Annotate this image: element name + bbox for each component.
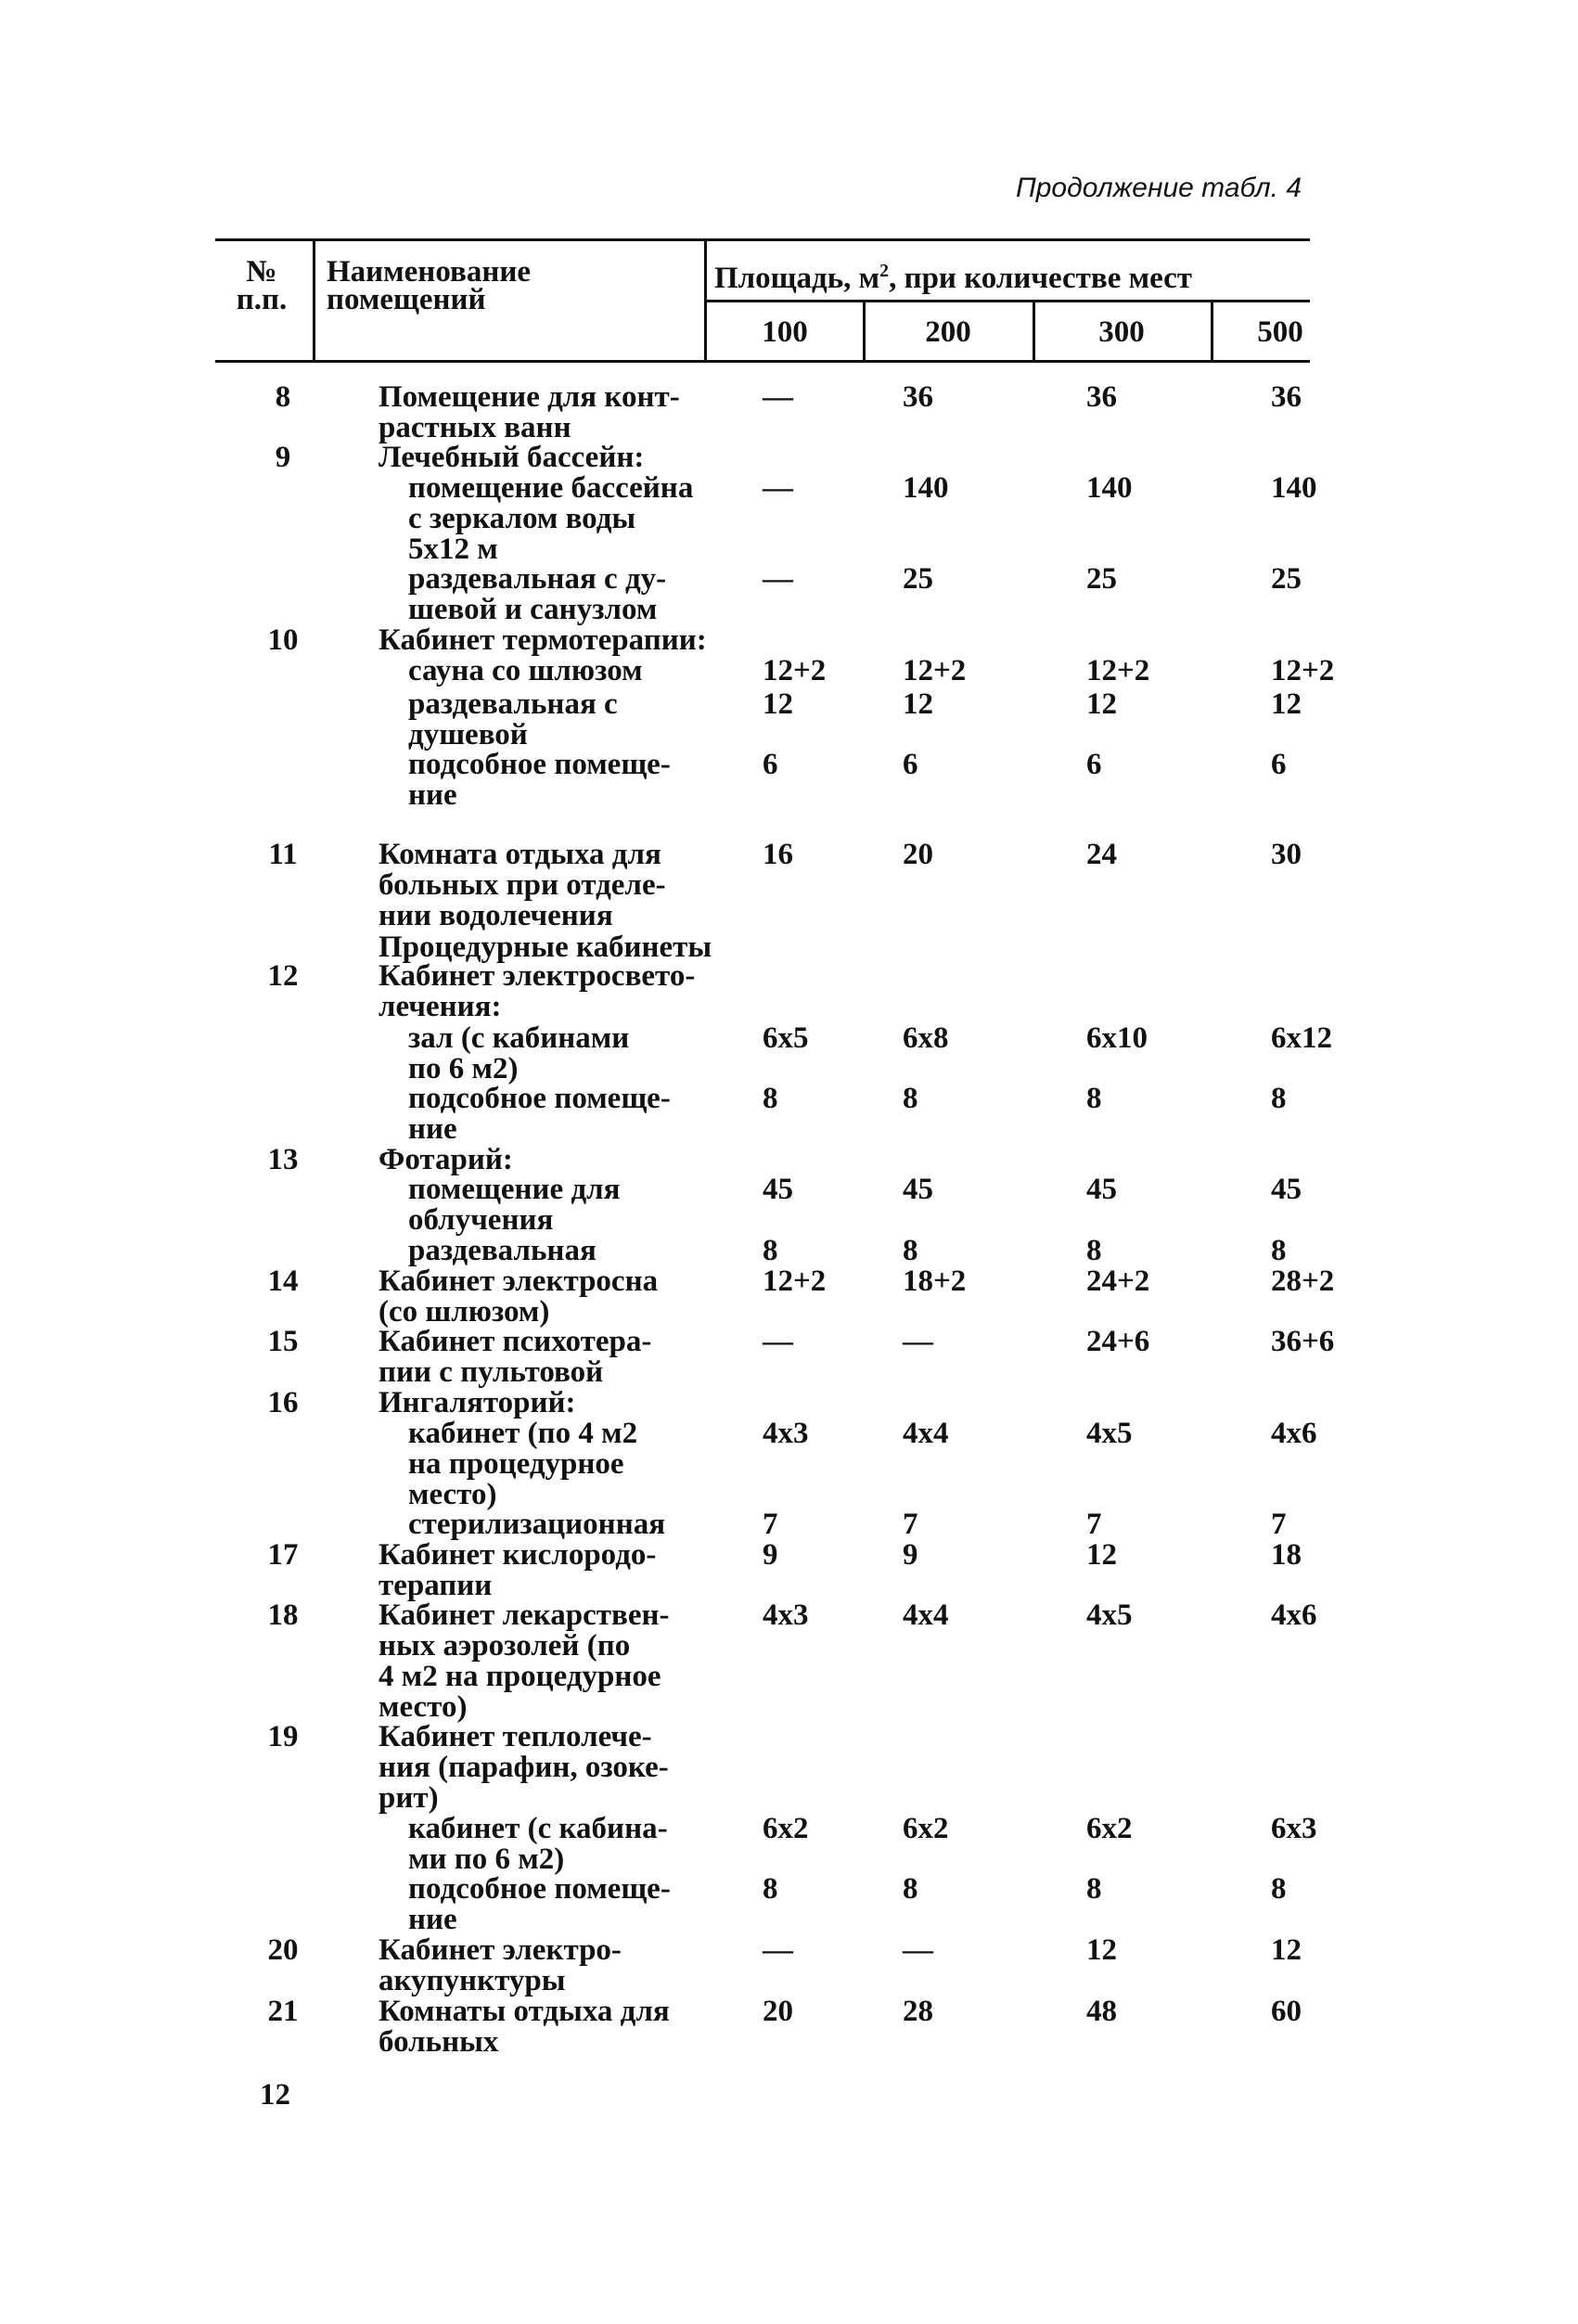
row-value-col-4: 36: [1271, 380, 1302, 414]
row-value-col-2: —: [903, 1933, 933, 1967]
row-value-col-1: 6: [763, 748, 778, 781]
header-top-rule: [215, 238, 1310, 241]
row-name: Комната отдыха для больных при отделе- нии водолечения: [378, 838, 666, 932]
header-col-100: 100: [762, 315, 808, 349]
row-name: Кабинет электросвето- лечения:: [378, 959, 696, 1023]
row-number: 8: [275, 380, 291, 414]
header-bottom-rule: [215, 360, 1310, 363]
row-value-col-4: 140: [1271, 471, 1317, 505]
row-name: Кабинет электро- акупунктуры: [378, 1933, 622, 1997]
row-value-col-4: 25: [1271, 562, 1302, 596]
row-value-col-2: 12: [903, 687, 933, 721]
row-name: Ингаляторий:: [378, 1386, 576, 1419]
row-value-col-4: 7: [1271, 1508, 1287, 1541]
row-value-col-4: 12: [1271, 1933, 1302, 1967]
row-name: Лечебный бассейн:: [378, 441, 645, 474]
row-value-col-1: 12: [763, 687, 793, 721]
row-name: кабинет (по 4 м2 на процедурное место): [408, 1417, 638, 1511]
header-sub-rule: [707, 300, 1310, 302]
row-name: подсобное помеще- ние: [408, 1872, 671, 1936]
row-number: 18: [267, 1599, 299, 1632]
row-value-col-4: 30: [1271, 838, 1302, 871]
row-number: 9: [275, 441, 291, 474]
row-value-col-2: 7: [903, 1508, 918, 1541]
row-value-col-3: 25: [1086, 562, 1117, 596]
row-value-col-1: —: [763, 1933, 793, 1967]
row-name: Кабинет психотера- пии с пультовой: [378, 1325, 652, 1389]
row-number: 10: [267, 623, 299, 657]
row-value-col-4: 18: [1271, 1538, 1302, 1572]
row-value-col-3: 36: [1086, 380, 1117, 414]
row-value-col-1: 45: [763, 1173, 793, 1206]
row-value-col-3: 8: [1086, 1234, 1102, 1267]
row-name: раздевальная с душевой: [408, 687, 618, 751]
row-number: 21: [267, 1995, 299, 2028]
row-value-col-4: 6: [1271, 748, 1287, 781]
row-value-col-3: 4х5: [1086, 1599, 1133, 1632]
row-name: Кабинет термотерапии:: [378, 623, 707, 657]
row-name: Кабинет теплолече- ния (парафин, озоке- рит): [378, 1720, 669, 1815]
row-name: Кабинет лекарствен- ных аэрозолей (по 4 м2 на процедурное место): [378, 1599, 670, 1724]
row-value-col-2: 4х4: [903, 1417, 949, 1450]
row-value-col-2: 8: [903, 1872, 918, 1906]
header-col-300: 300: [1098, 315, 1145, 349]
row-value-col-4: 8: [1271, 1872, 1287, 1906]
row-name: Фотарий:: [378, 1143, 513, 1176]
row-name: раздевальная: [408, 1234, 597, 1267]
row-number: 17: [267, 1538, 299, 1572]
row-name: кабинет (с кабина- ми по 6 м2): [408, 1812, 668, 1876]
row-value-col-1: 8: [763, 1234, 778, 1267]
row-value-col-2: 6: [903, 748, 918, 781]
row-value-col-3: 140: [1086, 471, 1133, 505]
row-value-col-1: 8: [763, 1082, 778, 1115]
header-name: Наименование помещений: [327, 255, 531, 316]
row-value-col-1: 7: [763, 1508, 778, 1541]
row-value-col-3: 6х10: [1086, 1021, 1148, 1055]
row-name: раздевальная с ду- шевой и санузлом: [408, 562, 667, 626]
row-value-col-4: 6х12: [1271, 1021, 1332, 1055]
header-area-label: Площадь, $м^2$, при количестве мест: [714, 261, 1192, 295]
row-value-col-1: 9: [763, 1538, 778, 1572]
row-value-col-3: 24: [1086, 838, 1117, 871]
row-value-col-4: 28+2: [1271, 1265, 1335, 1298]
row-value-col-3: 12: [1086, 687, 1117, 721]
row-value-col-1: —: [763, 562, 793, 596]
row-value-col-1: 8: [763, 1872, 778, 1906]
row-number: 16: [267, 1386, 299, 1419]
row-name: Кабинет кислородо- терапии: [378, 1538, 657, 1602]
row-value-col-4: 8: [1271, 1082, 1287, 1115]
row-value-col-2: 12+2: [903, 654, 967, 687]
row-value-col-3: 6: [1086, 748, 1102, 781]
row-value-col-2: 8: [903, 1082, 918, 1115]
row-name: зал (с кабинами по 6 м2): [408, 1021, 630, 1085]
header-divider-4: [1033, 300, 1035, 363]
row-value-col-2: 6х2: [903, 1812, 949, 1845]
row-value-col-2: 28: [903, 1995, 933, 2028]
row-value-col-1: —: [763, 471, 793, 505]
row-name: подсобное помеще- ние: [408, 1082, 671, 1146]
row-name: Кабинет электросна (со шлюзом): [378, 1265, 659, 1329]
row-name: помещение для облучения: [408, 1173, 621, 1237]
row-value-col-2: 9: [903, 1538, 918, 1572]
header-col-500: 500: [1257, 315, 1303, 349]
row-number: 14: [267, 1265, 299, 1298]
row-name: Комнаты отдыха для больных: [378, 1995, 670, 2059]
row-name: сауна со шлюзом: [408, 654, 643, 687]
row-value-col-3: 12: [1086, 1538, 1117, 1572]
row-value-col-3: 12+2: [1086, 654, 1150, 687]
row-number: 13: [267, 1143, 299, 1176]
row-value-col-2: 25: [903, 562, 933, 596]
row-value-col-4: 4х6: [1271, 1599, 1317, 1632]
row-value-col-4: 36+6: [1271, 1325, 1335, 1358]
row-value-col-2: 20: [903, 838, 933, 871]
row-value-col-3: 8: [1086, 1872, 1102, 1906]
row-value-col-3: 4х5: [1086, 1417, 1133, 1450]
row-value-col-4: 12+2: [1271, 654, 1335, 687]
row-value-col-1: 6х2: [763, 1812, 809, 1845]
row-value-col-3: 24+2: [1086, 1265, 1150, 1298]
page-number: 12: [260, 2078, 290, 2112]
row-value-col-2: 6х8: [903, 1021, 949, 1055]
row-value-col-3: 48: [1086, 1995, 1117, 2028]
row-name: стерилизационная: [408, 1508, 666, 1541]
row-value-col-4: 4х6: [1271, 1417, 1317, 1450]
row-value-col-1: —: [763, 380, 793, 414]
row-number: 15: [267, 1325, 299, 1358]
header-number: № п.п.: [236, 255, 288, 316]
row-value-col-4: 12: [1271, 687, 1302, 721]
row-number: 12: [267, 959, 299, 993]
row-value-col-1: 12+2: [763, 654, 827, 687]
row-value-col-4: 60: [1271, 1995, 1302, 2028]
row-value-col-3: 6х2: [1086, 1812, 1133, 1845]
row-value-col-2: 36: [903, 380, 933, 414]
row-value-col-3: 24+6: [1086, 1325, 1150, 1358]
row-value-col-2: 18+2: [903, 1265, 967, 1298]
row-value-col-3: 7: [1086, 1508, 1102, 1541]
row-value-col-3: 8: [1086, 1082, 1102, 1115]
row-value-col-2: 45: [903, 1173, 933, 1206]
row-value-col-1: 4х3: [763, 1417, 809, 1450]
row-value-col-4: 6х3: [1271, 1812, 1317, 1845]
row-name: Помещение для конт- растных ванн: [378, 380, 680, 444]
row-value-col-2: 8: [903, 1234, 918, 1267]
row-number: 11: [268, 838, 298, 871]
row-value-col-4: 8: [1271, 1234, 1287, 1267]
row-value-col-2: 4х4: [903, 1599, 949, 1632]
row-value-col-1: —: [763, 1325, 793, 1358]
row-number: 20: [267, 1933, 299, 1967]
row-value-col-1: 12+2: [763, 1265, 827, 1298]
row-value-col-1: 20: [763, 1995, 793, 2028]
row-value-col-2: 140: [903, 471, 949, 505]
header-divider-1: [313, 238, 315, 363]
row-value-col-3: 45: [1086, 1173, 1117, 1206]
row-number: 19: [267, 1720, 299, 1753]
row-value-col-1: 16: [763, 838, 793, 871]
row-value-col-4: 45: [1271, 1173, 1302, 1206]
row-value-col-2: —: [903, 1325, 933, 1358]
row-value-col-1: 4х3: [763, 1599, 809, 1632]
section-heading: Процедурные кабинеты: [378, 931, 712, 964]
row-value-col-1: 6х5: [763, 1021, 809, 1055]
header-col-200: 200: [925, 315, 971, 349]
header-area: [714, 256, 1192, 294]
row-value-col-3: 12: [1086, 1933, 1117, 1967]
row-name: подсобное помеще- ние: [408, 748, 671, 812]
row-name: помещение бассейна с зеркалом воды 5х12 м: [408, 471, 694, 566]
table-caption: Продолжение табл. 4: [1016, 173, 1302, 203]
